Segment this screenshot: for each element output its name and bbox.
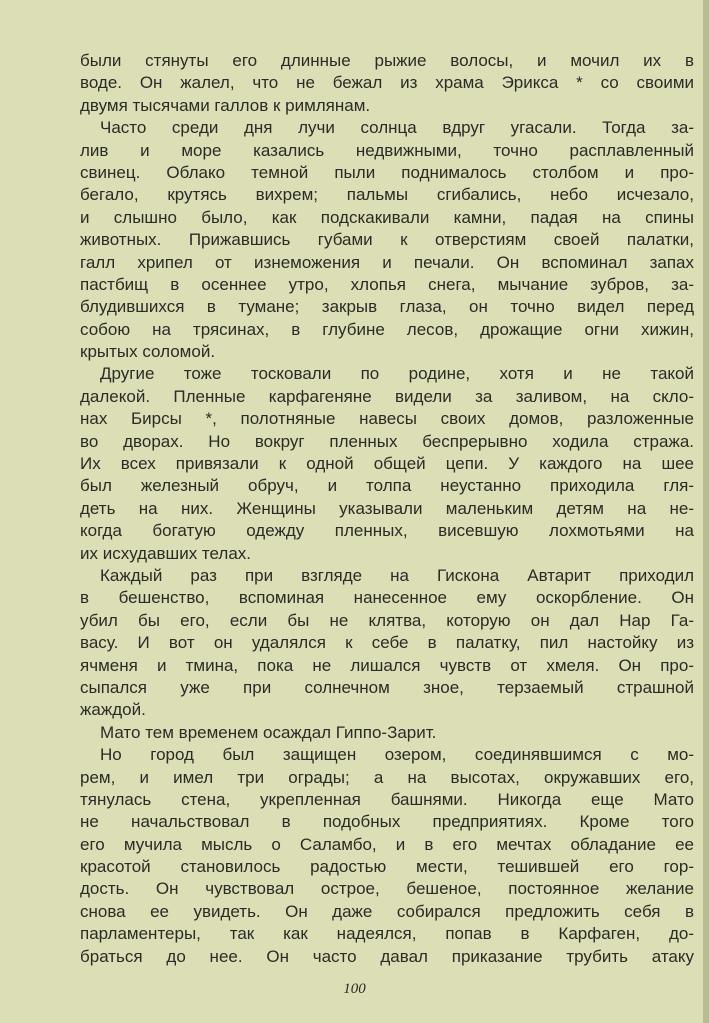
page-edge-shadow [703, 0, 709, 1023]
text-line: жаждой. [80, 700, 146, 720]
text-line: Каждый раз при взгляде на Гискона Автарит приходил [100, 565, 694, 585]
text-line: браться до нее. Он часто давал приказание трубить атаку [80, 946, 694, 966]
page-number: 100 [343, 981, 366, 997]
text-line: Их всех привязали к одной общей цепи. У каждого на шее [80, 454, 694, 474]
text-line: животных. Прижавшись губами к отверстиям своей палатки, [80, 230, 694, 250]
text-line: Другие тоже тосковали по родине, хотя и не такой [100, 364, 694, 384]
text-line: не начальствовал в подобных предприятиях. Кроме того [80, 812, 694, 832]
text-line: были стянуты его длинные рыжие волосы, и мочил их в [80, 51, 694, 70]
text-line: собою на трясинах, в глубине лесов, дрожащие огни хижин, [80, 319, 694, 339]
text-line: парламентеры, так как надеялся, попав в Карфаген, до- [80, 924, 694, 944]
text-line: Часто среди дня лучи солнца вдруг угасали. Тогда за- [100, 118, 694, 138]
text-line: красотой становилось радостью мести, тешившей его гор- [80, 857, 694, 877]
text-line: лив и море казались недвижными, точно расплавленный [80, 140, 694, 160]
text-line: сыпался уже при солнечном зное, терзаемый страшной [80, 677, 694, 697]
text-line: пастбищ в осеннее утро, хлопья снега, мычание зубров, за- [80, 274, 694, 294]
text-line: свинец. Облако темной пыли поднималось столбом и про- [80, 162, 694, 182]
text-line: когда богатую одежду пленных, висевшую лохмотьями на [80, 521, 694, 541]
text-line: во дворах. Но вокруг пленных беспрерывно ходила стража. [80, 431, 694, 451]
text-line: снова ее увидеть. Он даже собирался предложить себя в [80, 901, 694, 921]
text-line: двумя тысячами галлов к римлянам. [80, 95, 371, 115]
text-line: Мато тем временем осаждал Гиппо-Зарит. [100, 722, 437, 742]
text-line: дость. Он чувствовал острое, бешеное, постоянное желание [80, 879, 694, 899]
text-line: его мучила мысль о Саламбо, и в его мечтах обладание ее [80, 834, 694, 854]
text-line: был железный обруч, и толпа неустанно приходила гля- [80, 476, 694, 496]
text-line: Но город был защищен озером, соединявшимся с мо- [100, 745, 694, 765]
text-line: рем, и имел три ограды; а на высотах, окружавших его, [80, 767, 694, 787]
text-line: бегало, крутясь вихрем; пальмы сгибались, небо исчезало, [80, 185, 694, 205]
text-line: блудившихся в тумане; закрыв глаза, он точно видел перед [80, 297, 694, 317]
text-line: крытых соломой. [80, 342, 216, 362]
text-line: воде. Он жалел, что не бежал из храма Эрикса * со своими [80, 73, 694, 93]
text-line: васу. И вот он удалялся к себе в палатку, пил настойку из [80, 633, 694, 653]
page-body-text [80, 50, 694, 968]
text-line: тянулась стена, укрепленная башнями. Никогда еще Мато [80, 789, 694, 809]
text-line: деть на них. Женщины указывали маленьким детям на не- [80, 498, 694, 518]
text-line: далекой. Пленные карфагеняне видели за заливом, на скло- [80, 386, 694, 406]
text-line: ячменя и тмина, пока не лишался чувств от хмеля. Он про- [80, 655, 694, 675]
text-line: и слышно было, как подскакивали камни, падая на спины [80, 207, 694, 227]
text-line: нах Бирсы *, полотняные навесы своих домов, разложенные [80, 409, 694, 429]
text-line: галл хрипел от изнеможения и печали. Он вспоминал запах [80, 252, 694, 272]
text-line: их исхудавших телах. [80, 543, 251, 563]
text-line: убил бы его, если бы не клятва, которую он дал Нар Га- [80, 610, 694, 630]
text-line: в бешенство, вспоминая нанесенное ему оскорбление. Он [80, 588, 694, 608]
